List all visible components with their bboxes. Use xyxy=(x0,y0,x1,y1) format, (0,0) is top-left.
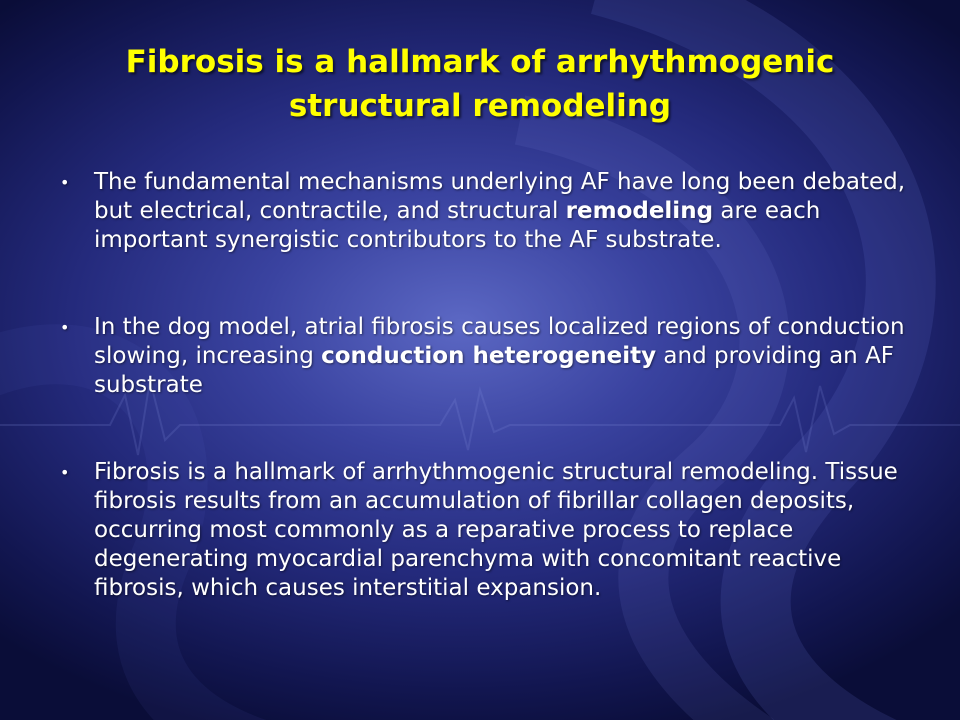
bullet-text: The fundamental mechanisms underlying AF have long been debated, but electrical, contractile, and structural xyxy=(94,169,906,224)
bullet-marker: • xyxy=(60,463,70,482)
bullet-list xyxy=(60,168,920,603)
slide-title xyxy=(40,40,920,128)
bullet-item xyxy=(60,168,920,255)
title-line-2: structural remodeling xyxy=(288,88,672,124)
bullet-item xyxy=(60,458,920,603)
bullet-text: and providing an AF substrate xyxy=(94,343,895,398)
title-line-1: Fibrosis is a hallmark of arrhythmogenic xyxy=(125,44,835,80)
bullet-text: are each important synergistic contributors to the AF substrate. xyxy=(94,198,821,253)
bullet-marker: • xyxy=(60,173,70,192)
bullet-text: In the dog model, atrial fibrosis causes localized regions of conduction slowing, increasing xyxy=(94,314,905,369)
bullet-emphasis: conduction heterogeneity xyxy=(321,343,657,369)
bullet-item xyxy=(60,313,920,400)
bullet-marker: • xyxy=(60,318,70,337)
bullet-text: Fibrosis is a hallmark of arrhythmogenic structural remodeling. Tissue fibrosis results from an accumulation of fibrillar collagen deposits, occurring most commonly as a reparative process to replace degenerating myocardial parenchyma with concomitant reactive fibrosis, which causes interstitial expansion. xyxy=(94,459,898,601)
bullet-emphasis: remodeling xyxy=(565,198,714,224)
